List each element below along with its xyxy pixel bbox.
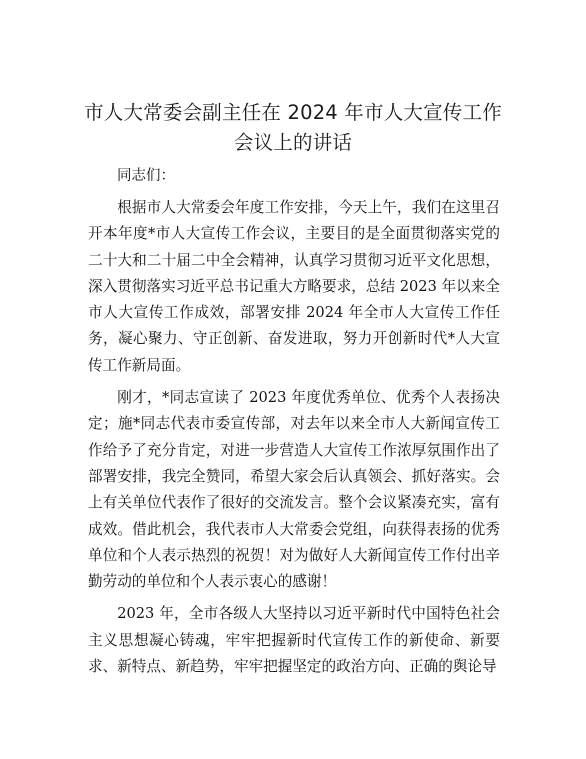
paragraph: 根据市人大常委会年度工作安排，今天上午，我们在这里召开本年度*市人大宣传工作会议，主要目的是全面贯彻落实党的二十大和二十届二中全会精神，认真学习贯彻习近平文化思想，深入贯彻落实习近平总书记重大方略要求，总结 2023 年以来全市人大宣传工作成效，部署安排 2024 年全市人大宣传工作任务，凝心聚力、守正创新、奋发进取，努力开创新时代*人大宣传工作新局面。 <box>88 199 500 374</box>
salutation: 同志们： <box>117 168 175 184</box>
paragraph: 刚才，*同志宣读了 2023 年度优秀单位、优秀个人表扬决定；施*同志代表市委宣传部，对去年以来全市人大新闻宣传工作给予了充分肯定，对进一步营造人大宣传工作浓厚氛围作出了部署安排，我完全赞同，希望大家会后认真领会、抓好落实。会上有关单位代表作了很好的交流发言。整个会议紧凑充实，富有成效。借此机会，我代表市人大常委会党组，向获得表扬的优秀单位和个人表示热烈的祝贺！对为做好人大新闻宣传工作付出辛勤劳动的单位和个人表示衷心的感谢！ <box>88 389 500 591</box>
document-body <box>88 195 500 686</box>
document-title: 市人大常委会副主任在 2024 年市人大宣传工作会议上的讲话 <box>84 101 502 154</box>
paragraph: 2023 年，全市各级人大坚持以习近平新时代中国特色社会主义思想凝心铸魂，牢牢把握新时代宣传工作的新使命、新要求、新特点、新趋势，牢牢把握坚定的政治方向、正确的舆论导 <box>88 605 500 676</box>
